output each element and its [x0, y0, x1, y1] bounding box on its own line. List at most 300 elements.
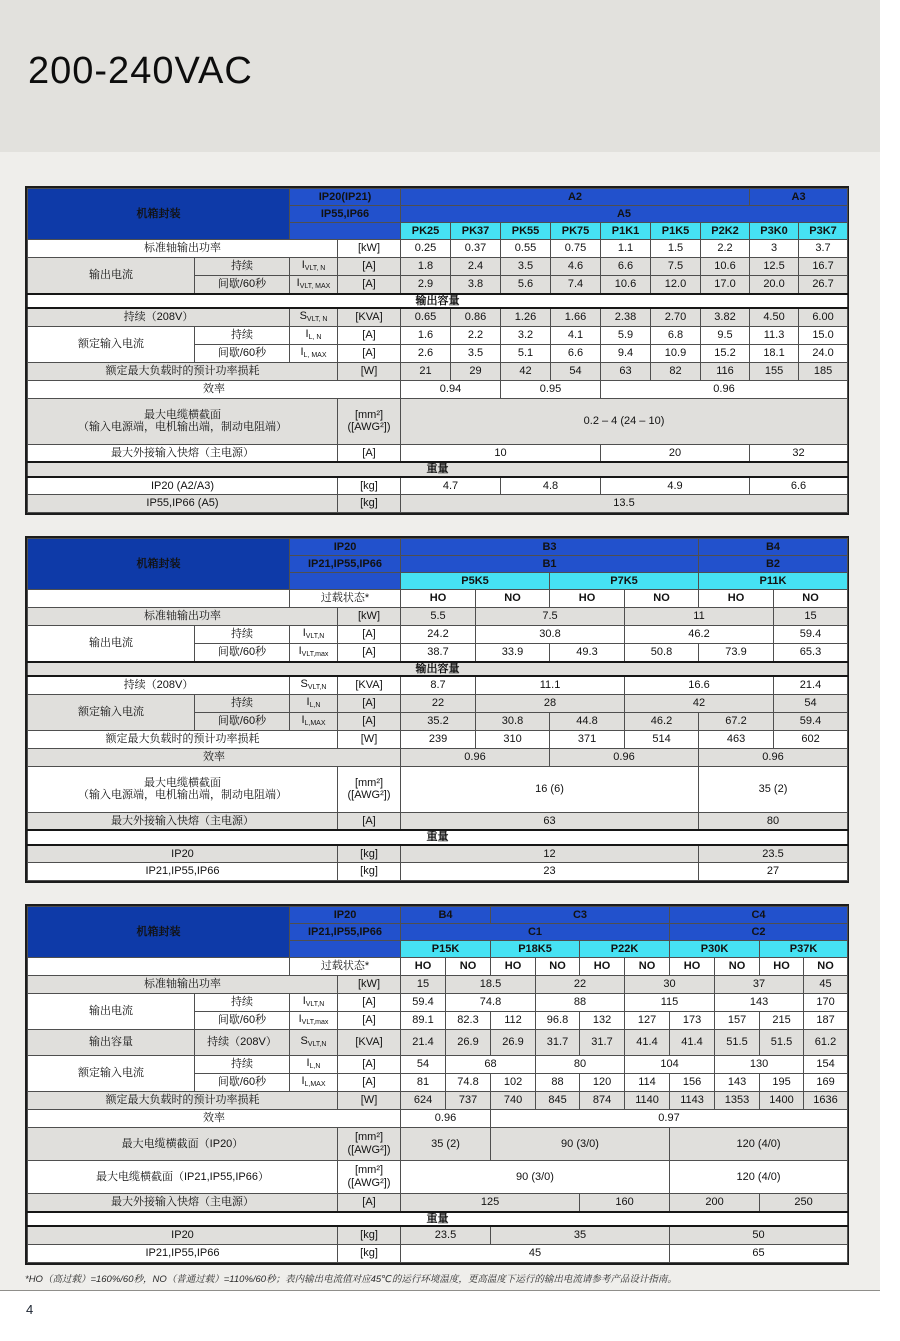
model-cell: PK75 [551, 223, 601, 240]
overload-mode-header: NO [625, 590, 699, 608]
value-cell: 90 (3/0) [401, 1161, 670, 1194]
table-row [28, 662, 848, 677]
symbol-cell: $I_{VLT, N}$ [290, 258, 338, 276]
value-cell: 35 [491, 1226, 670, 1244]
table-row [28, 326, 848, 344]
unit-cell: [A] [338, 276, 401, 294]
value-cell: 740 [491, 1092, 536, 1110]
row-label: 间歇/60秒 [195, 644, 290, 662]
table-row [28, 294, 848, 309]
unit-cell: [A] [338, 344, 401, 362]
symbol-cell: $I_{VLT,N}$ [290, 626, 338, 644]
unit-cell: [A] [338, 258, 401, 276]
value-cell: 0.96 [550, 748, 699, 766]
value-cell: 4.6 [551, 258, 601, 276]
value-cell: 155 [750, 362, 799, 380]
frame-size-cell: B4 [699, 539, 848, 556]
model-cell: P15K [401, 941, 491, 958]
value-cell: 41.4 [670, 1030, 715, 1056]
value-cell: 7.4 [551, 276, 601, 294]
unit-cell: [A] [338, 812, 401, 830]
value-cell: 33.9 [476, 644, 550, 662]
value-cell: 21.4 [401, 1030, 446, 1056]
row-label: 间歇/60秒 [195, 344, 290, 362]
value-cell: 51.5 [760, 1030, 804, 1056]
value-cell: 20 [601, 444, 750, 462]
overload-state-label: 过载状态* [290, 958, 401, 976]
unit-cell: [KVA] [338, 1030, 401, 1056]
value-cell: 45 [804, 976, 848, 994]
value-cell: 16.7 [799, 258, 848, 276]
unit-cell: [A] [338, 1012, 401, 1030]
value-cell: 514 [625, 730, 699, 748]
table-row [28, 1110, 848, 1128]
value-cell: 6.8 [651, 326, 701, 344]
value-cell: 0.37 [451, 240, 501, 258]
unit-cell: [A] [338, 1074, 401, 1092]
value-cell: 59.4 [774, 626, 848, 644]
table-row [28, 863, 848, 881]
table-row [28, 462, 848, 477]
row-label: 持续 [195, 1056, 290, 1074]
unit-cell: [A] [338, 644, 401, 662]
value-cell: 0.55 [501, 240, 551, 258]
row-label: IP20 (A2/A3) [28, 477, 338, 495]
value-cell: 132 [580, 1012, 625, 1030]
value-cell: 127 [625, 1012, 670, 1030]
overload-mode-header: HO [550, 590, 625, 608]
value-cell: 12.0 [651, 276, 701, 294]
value-cell: 169 [804, 1074, 848, 1092]
value-cell: 17.0 [701, 276, 750, 294]
value-cell: 170 [804, 994, 848, 1012]
value-cell: 88 [536, 994, 625, 1012]
unit-cell: [kW] [338, 608, 401, 626]
row-label: 额定最大负载时的预计功率损耗 [28, 730, 338, 748]
frame-size-cell: A2 [401, 189, 750, 206]
row-label: 效率 [28, 380, 401, 398]
value-cell: 23.5 [699, 845, 848, 863]
row-label: 标准轴输出功率 [28, 976, 338, 994]
value-cell: 24.2 [401, 626, 476, 644]
row-label: 输出电流 [28, 258, 195, 294]
symbol-cell: $I_{L,N}$ [290, 1056, 338, 1074]
unit-cell: [W] [338, 1092, 401, 1110]
unit-cell: [kW] [338, 976, 401, 994]
value-cell: 4.8 [501, 477, 601, 495]
value-cell: 310 [476, 730, 550, 748]
overload-mode-header: HO [401, 958, 446, 976]
value-cell: 7.5 [651, 258, 701, 276]
model-cell: P3K7 [799, 223, 848, 240]
table-row [28, 958, 848, 976]
page-title: 200-240VAC [28, 50, 253, 92]
row-label: 间歇/60秒 [195, 1074, 290, 1092]
value-cell: 239 [401, 730, 476, 748]
value-cell: 90 (3/0) [491, 1128, 670, 1161]
row-label: 间歇/60秒 [195, 276, 290, 294]
value-cell: 26.9 [491, 1030, 536, 1056]
spec-table-c1-c4 [25, 904, 849, 1265]
value-cell: 0.96 [401, 1110, 491, 1128]
value-cell: 143 [715, 1074, 760, 1092]
row-label: 额定输入电流 [28, 1056, 195, 1092]
table-row [28, 1161, 848, 1194]
row-label: 额定输入电流 [28, 694, 195, 730]
table-row [28, 380, 848, 398]
value-cell: 195 [760, 1074, 804, 1092]
value-cell: 31.7 [580, 1030, 625, 1056]
unit-cell: [kg] [338, 1226, 401, 1244]
value-cell: 74.8 [446, 994, 536, 1012]
unit-cell: [A] [338, 1194, 401, 1212]
value-cell: 2.2 [451, 326, 501, 344]
unit-cell: [KVA] [338, 676, 401, 694]
table-row [28, 398, 848, 444]
overload-mode-header: NO [536, 958, 580, 976]
value-cell: 1.1 [601, 240, 651, 258]
model-cell: P5K5 [401, 573, 550, 590]
table-row [28, 748, 848, 766]
spec-table [27, 906, 848, 1263]
value-cell: 2.9 [401, 276, 451, 294]
value-cell: 59.4 [774, 712, 848, 730]
unit-cell: [kW] [338, 240, 401, 258]
value-cell: 3.5 [501, 258, 551, 276]
row-label [28, 958, 290, 976]
symbol-cell: $S_{VLT, N}$ [290, 308, 338, 326]
value-cell: 46.2 [625, 712, 699, 730]
value-cell: 74.8 [446, 1074, 491, 1092]
row-label: 额定最大负载时的预计功率损耗 [28, 1092, 338, 1110]
table-row [28, 845, 848, 863]
footnote: *HO（高过载）=160%/60秒，NO（普通过载）=110%/60秒；表内输出电流值对应45℃的运行环境温度，更高温度下运行的输出电流请参考产品设计指南。 [25, 1274, 677, 1285]
row-label: 最大外接输入快熔（主电源） [28, 444, 338, 462]
table-row [28, 730, 848, 748]
symbol-cell: $I_{VLT, MAX}$ [290, 276, 338, 294]
value-cell: 54 [774, 694, 848, 712]
row-label: 间歇/60秒 [195, 712, 290, 730]
table-row [28, 495, 848, 513]
value-cell: 4.1 [551, 326, 601, 344]
unit-cell: [A] [338, 1056, 401, 1074]
value-cell: 2.4 [451, 258, 501, 276]
row-label: 标准轴输出功率 [28, 608, 338, 626]
frame-size-cell: A5 [401, 206, 848, 223]
frame-size-cell: C4 [670, 907, 848, 924]
value-cell: 11.1 [476, 676, 625, 694]
value-cell: 81 [401, 1074, 446, 1092]
model-cell: P18K5 [491, 941, 580, 958]
value-cell: 0.96 [401, 748, 550, 766]
table-row [28, 240, 848, 258]
value-cell: 30.8 [476, 626, 625, 644]
table-row [28, 1056, 848, 1074]
value-cell: 845 [536, 1092, 580, 1110]
value-cell: 65.3 [774, 644, 848, 662]
value-cell: 1353 [715, 1092, 760, 1110]
value-cell: 18.5 [446, 976, 536, 994]
value-cell: 73.9 [699, 644, 774, 662]
row-label: 间歇/60秒 [195, 1012, 290, 1030]
unit-cell: [A] [338, 444, 401, 462]
value-cell: 30.8 [476, 712, 550, 730]
table-row [28, 444, 848, 462]
section-label: 输出容量 [28, 662, 848, 677]
symbol-cell: $I_{L,MAX}$ [290, 1074, 338, 1092]
overload-mode-header: HO [401, 590, 476, 608]
table-row [28, 626, 848, 644]
value-cell: 10 [401, 444, 601, 462]
row-label: 持续 [195, 994, 290, 1012]
overload-mode-header: HO [580, 958, 625, 976]
unit-cell: [kg] [338, 477, 401, 495]
value-cell: 54 [551, 362, 601, 380]
table-row [28, 362, 848, 380]
overload-mode-header: HO [760, 958, 804, 976]
row-label: 持续（208V） [195, 1030, 290, 1056]
frame-size-cell: B4 [401, 907, 491, 924]
value-cell: 0.94 [401, 380, 501, 398]
row-label: IP55,IP66 (A5) [28, 495, 338, 513]
model-cell: PK55 [501, 223, 551, 240]
value-cell: 88 [536, 1074, 580, 1092]
row-label: 额定输入电流 [28, 326, 195, 362]
value-cell: 0.75 [551, 240, 601, 258]
value-cell: 80 [699, 812, 848, 830]
symbol-cell: $I_{L,N}$ [290, 694, 338, 712]
table-row [28, 1030, 848, 1056]
section-label: 输出容量 [28, 294, 848, 309]
row-label: 最大电缆横截面 （输入电源端，电机输出端，制动电阻端） [28, 766, 338, 812]
value-cell: 602 [774, 730, 848, 748]
value-cell: 115 [625, 994, 715, 1012]
value-cell: 1400 [760, 1092, 804, 1110]
value-cell: 12.5 [750, 258, 799, 276]
value-cell: 187 [804, 1012, 848, 1030]
table-row [28, 590, 848, 608]
value-cell: 21 [401, 362, 451, 380]
unit-cell: [W] [338, 730, 401, 748]
value-cell: 4.9 [601, 477, 750, 495]
row-label: 效率 [28, 748, 401, 766]
overload-mode-header: NO [446, 958, 491, 976]
unit-cell: [mm²] ([AWG²]) [338, 398, 401, 444]
value-cell: 463 [699, 730, 774, 748]
value-cell: 1.26 [501, 308, 551, 326]
frame-size-cell: IP20(IP21) [290, 189, 401, 206]
value-cell: 1636 [804, 1092, 848, 1110]
value-cell: 1.66 [551, 308, 601, 326]
overload-mode-header: NO [774, 590, 848, 608]
value-cell: 9.4 [601, 344, 651, 362]
value-cell: 0.97 [491, 1110, 848, 1128]
row-label [28, 590, 290, 608]
page-number: 4 [26, 1302, 34, 1317]
value-cell: 15 [401, 976, 446, 994]
table-row [28, 766, 848, 812]
value-cell: 15.2 [701, 344, 750, 362]
value-cell: 5.6 [501, 276, 551, 294]
value-cell: 16.6 [625, 676, 774, 694]
value-cell: 89.1 [401, 1012, 446, 1030]
value-cell: 13.5 [401, 495, 848, 513]
spec-table-a2-a5 [25, 186, 849, 515]
table-row [28, 1092, 848, 1110]
value-cell: 68 [446, 1056, 536, 1074]
value-cell: 0.2 – 4 (24 – 10) [401, 398, 848, 444]
value-cell: 6.00 [799, 308, 848, 326]
value-cell: 1.5 [651, 240, 701, 258]
value-cell: 154 [804, 1056, 848, 1074]
value-cell: 200 [670, 1194, 760, 1212]
value-cell: 2.2 [701, 240, 750, 258]
value-cell: 15 [774, 608, 848, 626]
value-cell: 82 [651, 362, 701, 380]
unit-cell: [kg] [338, 1244, 401, 1262]
row-label: IP21,IP55,IP66 [28, 863, 338, 881]
value-cell: 35 (2) [401, 1128, 491, 1161]
value-cell: 3.5 [451, 344, 501, 362]
table-row [28, 694, 848, 712]
value-cell: 3.8 [451, 276, 501, 294]
unit-cell: [A] [338, 326, 401, 344]
spec-table [27, 188, 848, 513]
model-cell: P11K [699, 573, 848, 590]
overload-mode-header: HO [699, 590, 774, 608]
section-label: 重量 [28, 830, 848, 845]
value-cell: 0.96 [699, 748, 848, 766]
unit-cell: [W] [338, 362, 401, 380]
value-cell: 3.2 [501, 326, 551, 344]
value-cell: 120 (4/0) [670, 1161, 848, 1194]
value-cell: 250 [760, 1194, 848, 1212]
value-cell: 6.6 [551, 344, 601, 362]
value-cell: 9.5 [701, 326, 750, 344]
table-row [28, 1212, 848, 1227]
overload-mode-header: NO [625, 958, 670, 976]
unit-cell: [KVA] [338, 308, 401, 326]
frame-size-cell: C3 [491, 907, 670, 924]
table-row [28, 812, 848, 830]
row-label: 效率 [28, 1110, 401, 1128]
frame-size-cell: IP55,IP66 [290, 206, 401, 223]
value-cell: 5.5 [401, 608, 476, 626]
row-label: 最大外接输入快熔（主电源） [28, 1194, 338, 1212]
row-label: 输出电流 [28, 626, 195, 662]
value-cell: 63 [401, 812, 699, 830]
value-cell: 737 [446, 1092, 491, 1110]
value-cell: 143 [715, 994, 804, 1012]
frame-size-cell: C2 [670, 924, 848, 941]
value-cell: 3.82 [701, 308, 750, 326]
table-row [28, 830, 848, 845]
row-label: 持续 [195, 326, 290, 344]
value-cell: 38.7 [401, 644, 476, 662]
value-cell: 20.0 [750, 276, 799, 294]
value-cell: 11 [625, 608, 774, 626]
row-label: 持续 [195, 626, 290, 644]
value-cell: 624 [401, 1092, 446, 1110]
value-cell: 32 [750, 444, 848, 462]
value-cell: 82.3 [446, 1012, 491, 1030]
value-cell: 28 [476, 694, 625, 712]
row-label: 持续（208V） [28, 308, 290, 326]
value-cell: 67.2 [699, 712, 774, 730]
page-divider-line [0, 1290, 880, 1291]
value-cell: 2.6 [401, 344, 451, 362]
frame-size-cell [290, 223, 401, 240]
table-row [28, 308, 848, 326]
table-row [28, 1226, 848, 1244]
table-row [28, 976, 848, 994]
unit-cell: [A] [338, 712, 401, 730]
frame-size-cell: B1 [401, 556, 699, 573]
value-cell: 125 [401, 1194, 580, 1212]
value-cell: 23 [401, 863, 699, 881]
frame-size-cell: B2 [699, 556, 848, 573]
value-cell: 4.7 [401, 477, 501, 495]
symbol-cell: $S_{VLT,N}$ [290, 1030, 338, 1056]
symbol-cell: $I_{L, MAX}$ [290, 344, 338, 362]
header-row [28, 907, 848, 924]
value-cell: 0.95 [501, 380, 601, 398]
value-cell: 371 [550, 730, 625, 748]
row-label: 持续 [195, 258, 290, 276]
model-cell: PK25 [401, 223, 451, 240]
value-cell: 6.6 [750, 477, 848, 495]
table-row [28, 1244, 848, 1262]
value-cell: 41.4 [625, 1030, 670, 1056]
frame-size-cell: IP20 [290, 907, 401, 924]
value-cell: 46.2 [625, 626, 774, 644]
row-label: 持续 [195, 694, 290, 712]
unit-cell: [kg] [338, 845, 401, 863]
model-cell: PK37 [451, 223, 501, 240]
value-cell: 2.70 [651, 308, 701, 326]
value-cell: 16 (6) [401, 766, 699, 812]
unit-cell: [mm²] ([AWG²]) [338, 1128, 401, 1161]
table-row [28, 608, 848, 626]
value-cell: 35.2 [401, 712, 476, 730]
overload-state-label: 过载状态* [290, 590, 401, 608]
enclosure-header-cell: 机箱封装 [28, 539, 290, 590]
value-cell: 156 [670, 1074, 715, 1092]
table-row [28, 258, 848, 276]
model-cell: P2K2 [701, 223, 750, 240]
value-cell: 22 [401, 694, 476, 712]
value-cell: 80 [536, 1056, 625, 1074]
overload-mode-header: HO [491, 958, 536, 976]
row-label: 最大电缆横截面（IP20） [28, 1128, 338, 1161]
value-cell: 874 [580, 1092, 625, 1110]
row-label: IP20 [28, 1226, 338, 1244]
value-cell: 2.38 [601, 308, 651, 326]
value-cell: 8.7 [401, 676, 476, 694]
value-cell: 49.3 [550, 644, 625, 662]
value-cell: 1.8 [401, 258, 451, 276]
value-cell: 42 [501, 362, 551, 380]
row-label: IP21,IP55,IP66 [28, 1244, 338, 1262]
value-cell: 23.5 [401, 1226, 491, 1244]
frame-size-cell [290, 941, 401, 958]
spec-table [27, 538, 848, 881]
unit-cell: [A] [338, 626, 401, 644]
frame-size-cell: IP20 [290, 539, 401, 556]
frame-size-cell: A3 [750, 189, 848, 206]
frame-size-cell: B3 [401, 539, 699, 556]
table-row [28, 994, 848, 1012]
